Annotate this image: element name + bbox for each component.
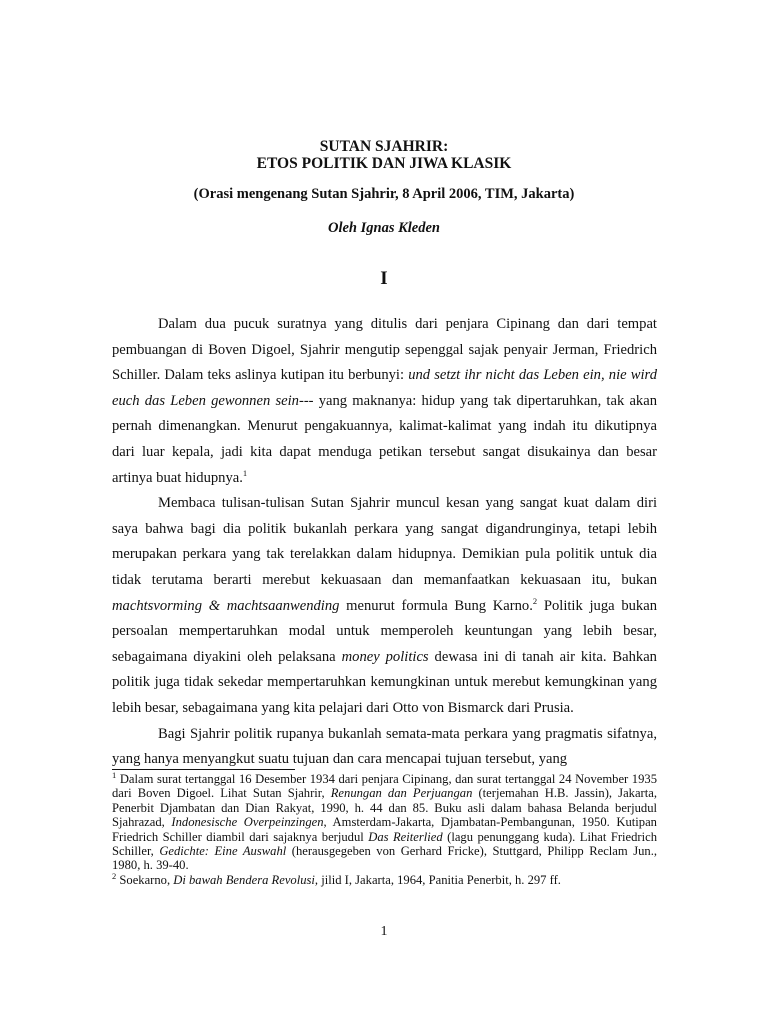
footnote-1: $^1$ Dalam surat tertanggal 16 Desember 1934 dari penjara Cipinang, dan surat tertanggal 24 November 1935 dari Boven Digoel. Lihat Sutan Sjahrir, Renungan dan Perjuangan (terjemahan H.B. Jassin), Jakarta, Penerbit Djambatan dan Dian Rakyat, 1990, h. 44 dan 85. Buku asli dalam bahasa Belanda berjudul Sjahrazad, Indonesische Overpeinzingen, Amsterdam-Jakarta, Djambatan-Pembangunan, 1950. Kutipan Friedrich Schiller diambil dari sajaknya berjudul Das Reiterlied (lagu penunggang kuda). Lihat Friedrich Schiller, Gedichte: Eine Auswahl (herausgegeben von Gerhard Fricke), Stuttgard, Philipp Reclam Jun., 1980, h. 39-40.: [112, 769, 657, 873]
footnote-ref-2: 2: [532, 595, 538, 606]
term-italic: machtsvorming & machtsaanwending: [112, 597, 340, 614]
quote-italic: und setzt ihr nicht das Leben ein, nie wird euch das Leben gewonnen sein: [112, 367, 657, 409]
footnotes: [112, 769, 657, 887]
paragraph-3: Bagi Sjahrir politik rupanya bukanlah semata-mata perkara yang pragmatis sifatnya, yang hanya menyangkut suatu tujuan dan cara mencapai tujuan tersebut, yang: [112, 725, 657, 768]
term-italic: money politics: [341, 648, 429, 665]
footnote-number: 1: [112, 769, 117, 780]
author-byline: Oleh Ignas Kleden: [328, 220, 440, 236]
footnote-ref-1: 1: [242, 467, 248, 478]
document-title: [0, 138, 768, 172]
section-heading: I: [380, 268, 388, 289]
paragraph-2: Membaca tulisan-tulisan Sutan Sjahrir muncul kesan yang sangat kuat dalam diri saya bahwa bagi dia politik bukanlah perkara yang sangat digandrunginya, tetapi lebih merupakan perkara yang tak terelakkan dalam hidupnya. Demikian pula politik untuk dia tidak terutama berarti merebut kekuasaan dan memanfaatkan kekuasaan itu, bukan machtsvorming & machtsaanwending menurut formula Bung Karno.$^2$ Politik juga bukan persoalan mempertaruhkan modal untuk memperoleh keuntungan yang lebih besar, sebagaimana diyakini oleh pelaksana money politics dewasa ini di tanah air kita. Bahkan politik juga tidak sekedar mempertaruhkan kemungkinan untuk merebut kemungkinan yang lebih besar, sebagaimana yang kita pelajari dari Otto von Bismarck dari Prusia.: [112, 495, 657, 716]
title-line-1: SUTAN SJAHRIR:: [319, 138, 449, 155]
page-number: 1: [380, 924, 388, 939]
document-subtitle: (Orasi mengenang Sutan Sjahrir, 8 April 2006, TIM, Jakarta): [193, 186, 575, 202]
footnote-divider: [112, 769, 295, 770]
paragraph-1: Dalam dua pucuk suratnya yang ditulis dari penjara Cipinang dan dari tempat pembuangan di Boven Digoel, Sjahrir mengutip sepenggal sajak penyair Jerman, Friedrich Schiller. Dalam teks aslinya kutipan itu berbunyi: und setzt ihr nicht das Leben ein, nie wird euch das Leben gewonnen sein--- yang maknanya: hidup yang tak dipertaruhkan, tak akan pernah dimenangkan. Menurut pengakuannya, kalimat-kalimat yang indah itu dikutipnya dari luar kepala, jadi kita dapat menduga petikan tersebut sangat disukainya dan besar artinya buat hidupnya.$^1$: [112, 316, 657, 486]
footnote-number: 2: [112, 870, 117, 881]
body-text: [112, 312, 657, 773]
title-line-2: ETOS POLITIK DAN JIWA KLASIK: [256, 155, 512, 172]
footnote-2: $^2$ Soekarno, Di bawah Bendera Revolusi, jilid I, Jakarta, 1964, Panitia Penerbit, h. 297 ff.: [112, 870, 561, 887]
